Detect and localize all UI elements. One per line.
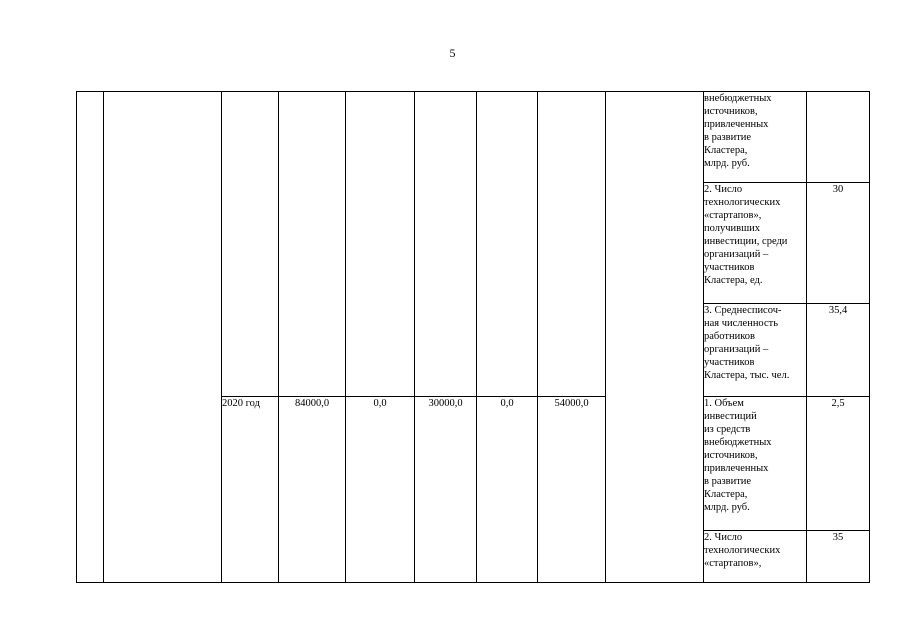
- cell-executor-column: [606, 92, 704, 583]
- cell-number-column: [77, 92, 104, 583]
- cell-col2-blank: [346, 92, 415, 397]
- cell-col5-blank: [538, 92, 606, 397]
- indicator-value: 30: [807, 183, 870, 304]
- year-cell: 2020 год: [222, 397, 279, 583]
- cell-year-blank: [222, 92, 279, 397]
- indicator-cell: 1. Объем инвестиций из средств внебюджетных источников, привлеченных в развитие Кластера, млрд. руб.: [704, 397, 807, 531]
- indicator-value: 35,4: [807, 304, 870, 397]
- indicator-cell: 2. Число технологических «стартапов», получивших инвестиции, среди организаций – участников Кластера, ед.: [704, 183, 807, 304]
- cell-col4-blank: [477, 92, 538, 397]
- indicator-value: 2,5: [807, 397, 870, 531]
- indicator-cell: внебюджетных источников, привлеченных в развитие Кластера, млрд. руб.: [704, 92, 807, 183]
- indicator-cell: 3. Среднесписоч- ная численность работников организаций – участников Кластера, тыс. чел.: [704, 304, 807, 397]
- total-cell: 84000,0: [279, 397, 346, 583]
- col3-cell: 30000,0: [415, 397, 477, 583]
- indicator-cell: 2. Число технологических «стартапов»,: [704, 531, 807, 583]
- cell-total-blank: [279, 92, 346, 397]
- indicator-value: 35: [807, 531, 870, 583]
- indicator-value: [807, 92, 870, 183]
- table-row: [77, 92, 870, 183]
- cell-name-column: [104, 92, 222, 583]
- page-number: 5: [449, 46, 456, 60]
- cell-col3-blank: [415, 92, 477, 397]
- funding-table: [76, 91, 870, 583]
- col2-cell: 0,0: [346, 397, 415, 583]
- col4-cell: 0,0: [477, 397, 538, 583]
- col5-cell: 54000,0: [538, 397, 606, 583]
